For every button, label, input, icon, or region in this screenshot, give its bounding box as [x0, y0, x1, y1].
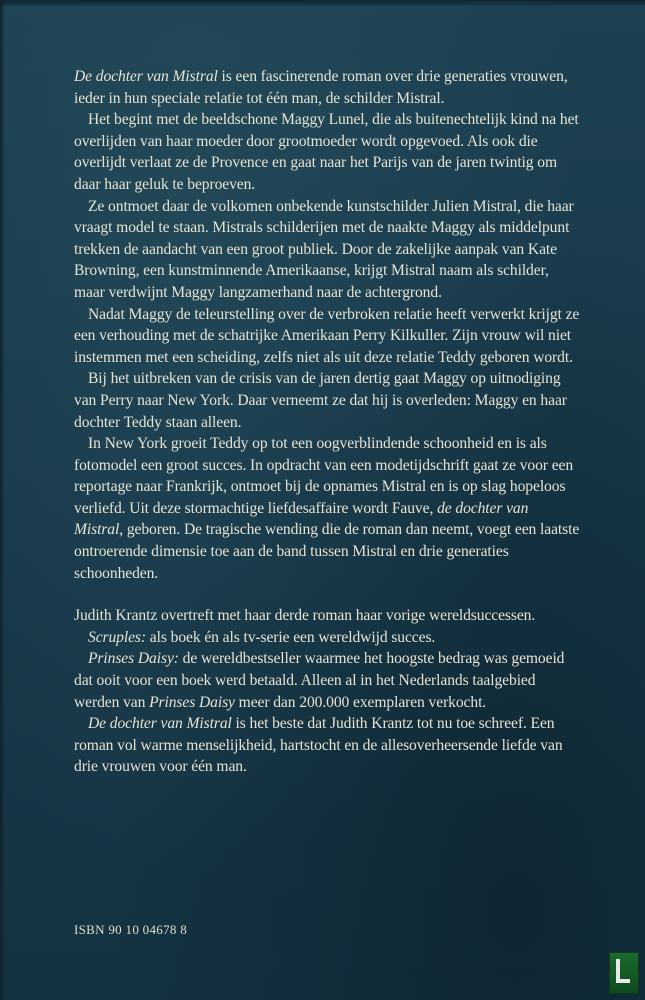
blurb-paragraph-5: Bij het uitbreken van de crisis van de jaren dertig gaat Maggy op uitnodiging van Perry naar New York. Daar verneemt ze dat hij is overleden: Maggy en haar dochter Teddy staan alleen.	[74, 370, 567, 431]
blurb-text	[74, 66, 580, 778]
blurb-paragraph-6: In New York groeit Teddy op tot een oogverblindende schoonheid en is als fotomodel een groot succes. In opdracht van een modetijdschrift gaat ze voor een reportage naar Frankrijk, ontmoet bij de opnames Mistral en is op slag hopeloos verliefd. Uit deze stormachtige liefdesaffaire wordt Fauve, de dochter van Mistral, geboren. De tragische wending die de roman dan neemt, voegt een laatste ontroerende dimensie toe aan de band tussen Mistral en drie generaties schoonheden.	[74, 435, 580, 582]
stamp-mark	[616, 959, 630, 983]
scruples-paragraph: Scruples: als boek én als tv-serie een wereldwijd succes.	[88, 628, 436, 646]
blurb-paragraph-4: Nadat Maggy de teleurstelling over de verbroken relatie heeft verwerkt krijgt ze een verhouding met de schatrijke Amerikaan Perry Kilkuller. Zijn vrouw wil niet instemmen met een scheiding, zelfs niet als uit deze relatie Teddy geboren wordt.	[74, 305, 580, 366]
cover-left-edge	[0, 0, 5, 1000]
isbn-number: ISBN 90 10 04678 8	[74, 922, 188, 937]
blurb-paragraph-2: Het begint met de beeldschone Maggy Lunel, die als buitenechtelijk kind na het overlijden van haar moeder door grootmoeder wordt opgevoed. Als ook die overlijdt verlaat ze de Provence en gaat naar het Parijs van de jaren twintig om daar haar geluk te beproeven.	[74, 111, 579, 193]
closing-paragraph: De dochter van Mistral is het beste dat Judith Krantz tot nu toe schreef. Een roman vol warme menselijkheid, hartstocht en de allesoverheersende liefde van drie vrouwen voor één man.	[74, 715, 563, 776]
prinses-daisy-paragraph: Prinses Daisy: de wereldbestseller waarmee het hoogste bedrag was gemoeid dat ooit voor een boek werd betaald. Alleen al in het Nederlands taalgebied werden van Prinses Daisy meer dan 200.000 exemplaren verkocht.	[74, 650, 565, 711]
author-paragraph: Judith Krantz overtreft met haar derde roman haar vorige wereldsuccessen.	[74, 607, 536, 625]
blurb-paragraph-3: Ze ontmoet daar de volkomen onbekende kunstschilder Julien Mistral, die haar vraagt model te staan. Mistrals schilderijen met de naakte Maggy als middelpunt trekken de aandacht van een groot publiek. Door de zakelijke aanpak van Kate Browning, een kunstminnende Amerikaanse, krijgt Mistral naam als schilder, maar verdwijnt Maggy langzamerhand naar de achtergrond.	[74, 197, 574, 301]
paragraph-gap	[74, 584, 580, 605]
blurb-paragraph-1: De dochter van Mistral is een fascinerende roman over drie generaties vrouwen, ieder in hun speciale relatie tot één man, de schilder Mistral.	[74, 68, 568, 107]
library-stamp-icon	[609, 952, 639, 994]
cover-top-edge	[0, 0, 645, 6]
